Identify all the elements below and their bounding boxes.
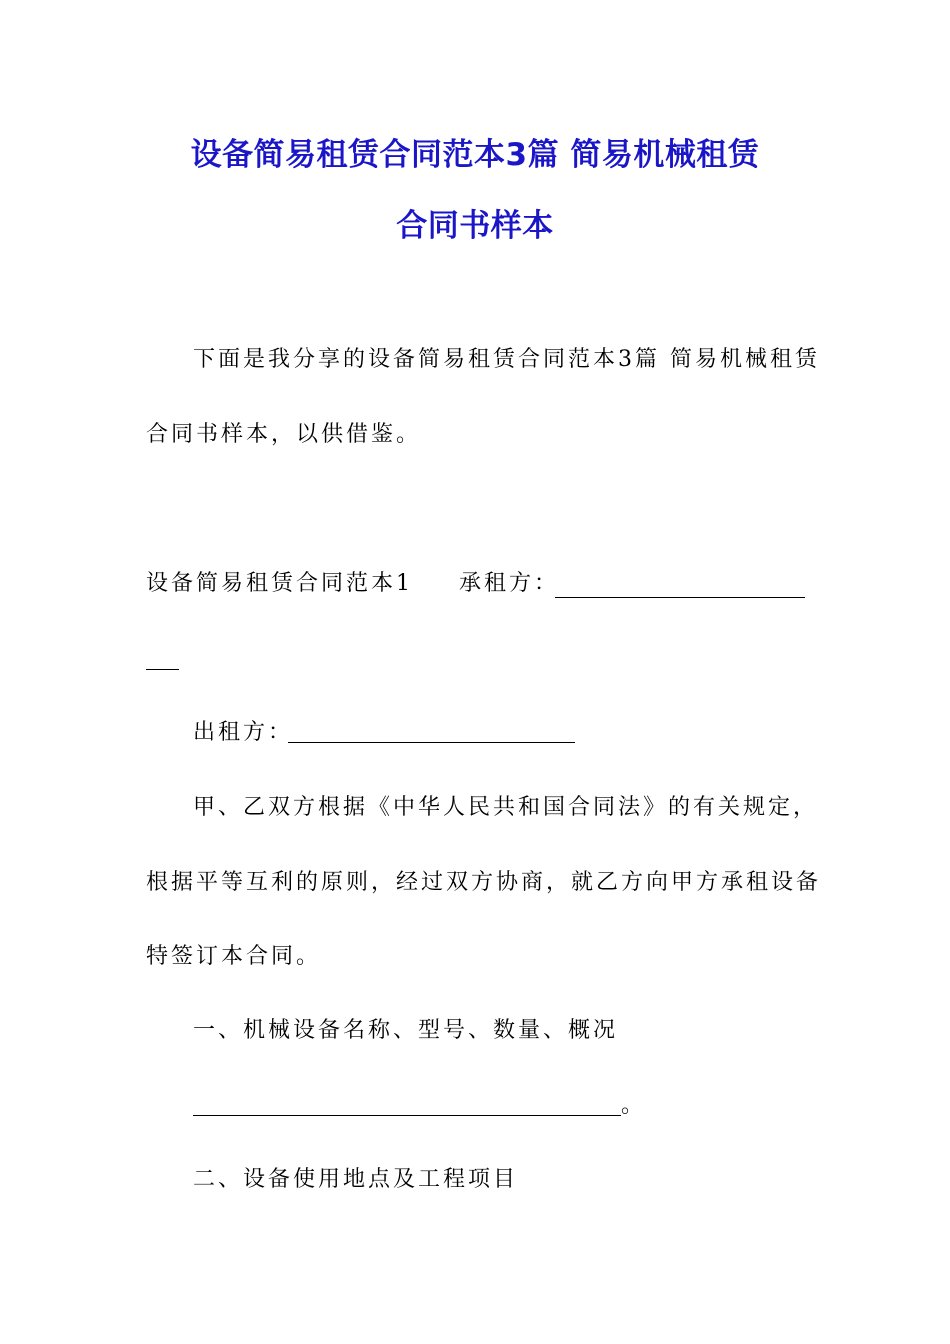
- lessee-blank[interactable]: [555, 575, 805, 598]
- clause-1-blank[interactable]: [193, 1093, 621, 1116]
- paragraph-1-line-2: 根据平等互利的原则，经过双方协商，就乙方向甲方承租设备: [146, 870, 822, 895]
- paragraph-1-line-1: 甲、乙双方根据《中华人民共和国合同法》的有关规定，: [193, 795, 819, 820]
- intro-line-2: 合同书样本，以供借鉴。: [146, 422, 422, 447]
- document-title-line-1: 设备简易租赁合同范本3篇 简易机械租赁: [190, 137, 760, 173]
- clause-2-heading: 二、设备使用地点及工程项目: [193, 1167, 519, 1192]
- lessor-blank[interactable]: [288, 720, 575, 743]
- document-title-line-2: 合同书样本: [396, 208, 554, 244]
- section-1-heading: 设备简易租赁合同范本1: [146, 571, 413, 596]
- intro-line-1: 下面是我分享的设备简易租赁合同范本3篇 简易机械租赁: [193, 347, 820, 372]
- lessee-label: 承租方：: [459, 571, 560, 596]
- lessee-blank-continued[interactable]: [146, 647, 179, 670]
- paragraph-1-line-3: 特签订本合同。: [146, 944, 322, 969]
- clause-1-heading: 一、机械设备名称、型号、数量、概况: [193, 1018, 619, 1043]
- clause-1-end-mark: 。: [621, 1093, 647, 1118]
- lessor-label: 出租方：: [193, 720, 294, 745]
